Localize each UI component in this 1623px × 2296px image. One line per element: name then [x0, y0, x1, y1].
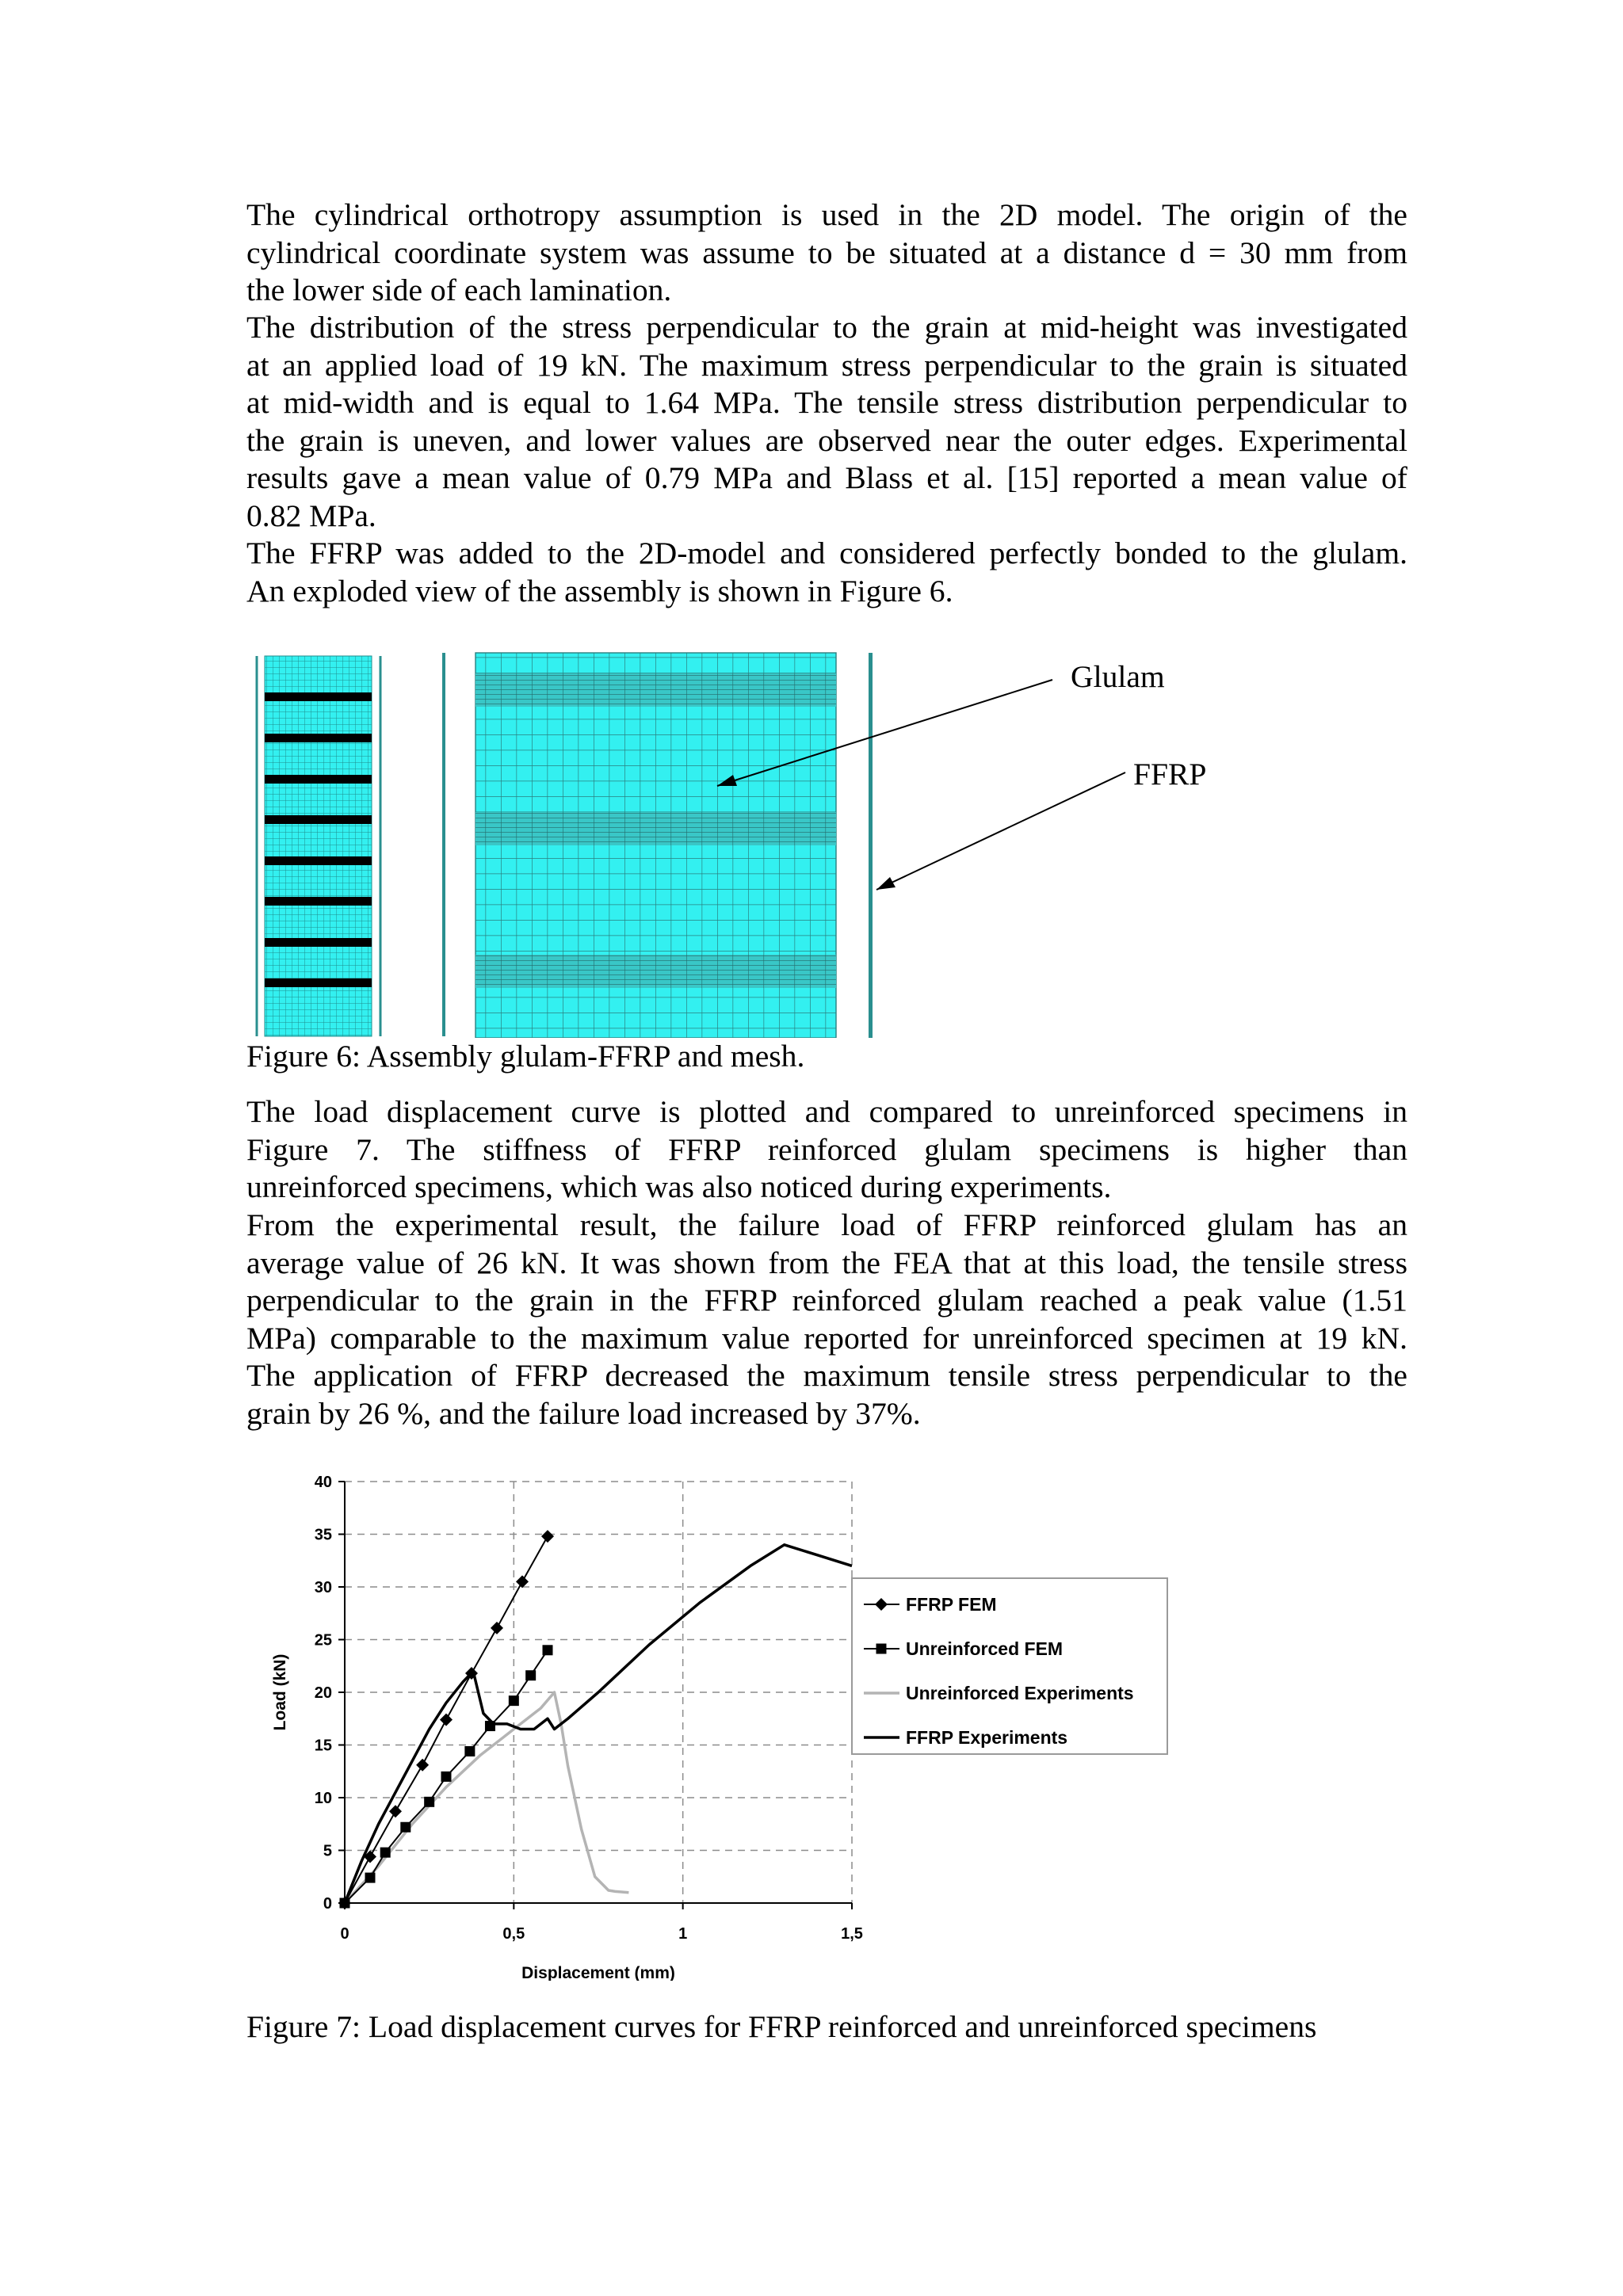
- ffrp-label: FFRP: [1133, 757, 1207, 791]
- y-axis-label: Load (kN): [271, 1653, 289, 1731]
- text-line: results gave a mean value of 0.79 MPa and Blass et al. [15] reported a mean value of: [246, 460, 1407, 495]
- paragraph-4: [246, 1093, 1407, 1207]
- text-line: Figure 7. The stiffness of FFRP reinforced glulam specimens is higher than: [246, 1131, 1407, 1167]
- ffrp-strip-right: [869, 653, 873, 1038]
- figure-7-caption: Figure 7: Load displacement curves for FFRP reinforced and unreinforced specimens: [246, 2009, 1317, 2044]
- y-tick-label: 10: [314, 1790, 332, 1807]
- glulam-mesh: [475, 653, 836, 1038]
- text-line: 0.82 MPa.: [246, 498, 376, 533]
- unreinforced-fem-point: [543, 1645, 553, 1655]
- text-line: The cylindrical orthotropy assumption is used in the 2D model. The origin of the: [246, 197, 1407, 232]
- text-line: The FFRP was added to the 2D-model and considered perfectly bonded to the glulam.: [246, 536, 1407, 570]
- unreinforced-fem-point: [485, 1721, 495, 1731]
- text-line: at mid-width and is equal to 1.64 MPa. The tensile stress distribution perpendicular to: [246, 385, 1407, 420]
- y-tick-label: 15: [314, 1737, 332, 1755]
- x-axis-label: Displacement (mm): [521, 1964, 675, 1981]
- text-line: The application of FFRP decreased the maximum tensile stress perpendicular to the: [246, 1358, 1407, 1393]
- glulam-label: Glulam: [1071, 659, 1165, 694]
- y-tick-label: 40: [314, 1474, 332, 1491]
- paragraph-3: [246, 535, 1407, 610]
- y-tick-label: 0: [323, 1895, 332, 1913]
- legend-label: Unreinforced FEM: [906, 1638, 1064, 1659]
- series-line: [345, 1545, 852, 1903]
- x-tick-label: 0: [340, 1925, 349, 1943]
- text-line: unreinforced specimens, which was also noticed during experiments.: [246, 1169, 1112, 1204]
- small-mesh: [265, 656, 372, 1036]
- ffrp-fem-point: [440, 1714, 453, 1726]
- paragraph-1: [246, 196, 1407, 310]
- legend-marker-square: [876, 1644, 887, 1654]
- y-tick-label: 30: [314, 1579, 332, 1596]
- legend-label: Unreinforced Experiments: [906, 1683, 1134, 1703]
- text-line: The distribution of the stress perpendicular to the grain at mid-height was investigated: [246, 310, 1407, 345]
- x-tick-label: 1,5: [841, 1925, 863, 1943]
- unreinforced-fem-point: [380, 1848, 391, 1858]
- text-line: cylindrical coordinate system was assume to be situated at a distance d = 30 mm from: [246, 235, 1407, 270]
- text-line: perpendicular to the grain in the FFRP reinforced glulam reached a peak value (1.51: [246, 1283, 1407, 1318]
- unreinforced-fem-point: [400, 1822, 411, 1833]
- ffrp-fem-point: [416, 1759, 429, 1772]
- y-tick-label: 5: [323, 1842, 332, 1860]
- paragraph-5: [246, 1207, 1407, 1432]
- y-tick-label: 20: [314, 1684, 332, 1702]
- unreinforced-fem-point: [441, 1772, 452, 1782]
- ffrp-fem-point: [541, 1530, 554, 1543]
- text-line: An exploded view of the assembly is shown in Figure 6.: [246, 573, 953, 608]
- x-tick-label: 1: [678, 1925, 688, 1943]
- figure-7-chart: [262, 1458, 1197, 1981]
- unreinforced-fem-point: [509, 1695, 519, 1706]
- unreinforced-fem-point: [365, 1873, 376, 1883]
- text-line: grain by 26 %, and the failure load increased by 37%.: [246, 1395, 921, 1431]
- figure-6-caption: Figure 6: Assembly glulam-FFRP and mesh.: [246, 1039, 805, 1074]
- unreinforced-fem-point: [525, 1670, 536, 1680]
- text-line: average value of 26 kN. It was shown from the FEA that at this load, the tensile stress: [246, 1245, 1407, 1280]
- text-line: MPa) comparable to the maximum value reported for unreinforced specimen at 19 kN.: [246, 1320, 1407, 1356]
- y-tick-label: 25: [314, 1631, 332, 1650]
- figure-6-mesh: [254, 642, 1331, 1038]
- legend-label: FFRP Experiments: [906, 1727, 1068, 1748]
- ffrp-arrow: [876, 772, 1125, 890]
- text-line: at an applied load of 19 kN. The maximum stress perpendicular to the grain is situated: [246, 347, 1407, 383]
- text-line: The load displacement curve is plotted and compared to unreinforced specimens in: [246, 1094, 1407, 1129]
- x-tick-label: 0,5: [502, 1925, 525, 1943]
- paragraph-2: [246, 309, 1407, 535]
- unreinforced-fem-point: [424, 1797, 434, 1807]
- ffrp-fem-point: [389, 1805, 402, 1817]
- ffrp-fem-point: [491, 1622, 503, 1634]
- unreinforced-fem-point: [464, 1746, 475, 1756]
- text-line: the lower side of each lamination.: [246, 273, 672, 307]
- legend-label: FFRP FEM: [906, 1594, 997, 1615]
- text-line: the grain is uneven, and lower values are observed near the outer edges. Experimental: [246, 422, 1407, 458]
- y-tick-label: 35: [314, 1526, 332, 1544]
- text-line: From the experimental result, the failure load of FFRP reinforced glulam has an: [246, 1207, 1407, 1242]
- ffrp-fem-point: [516, 1575, 529, 1588]
